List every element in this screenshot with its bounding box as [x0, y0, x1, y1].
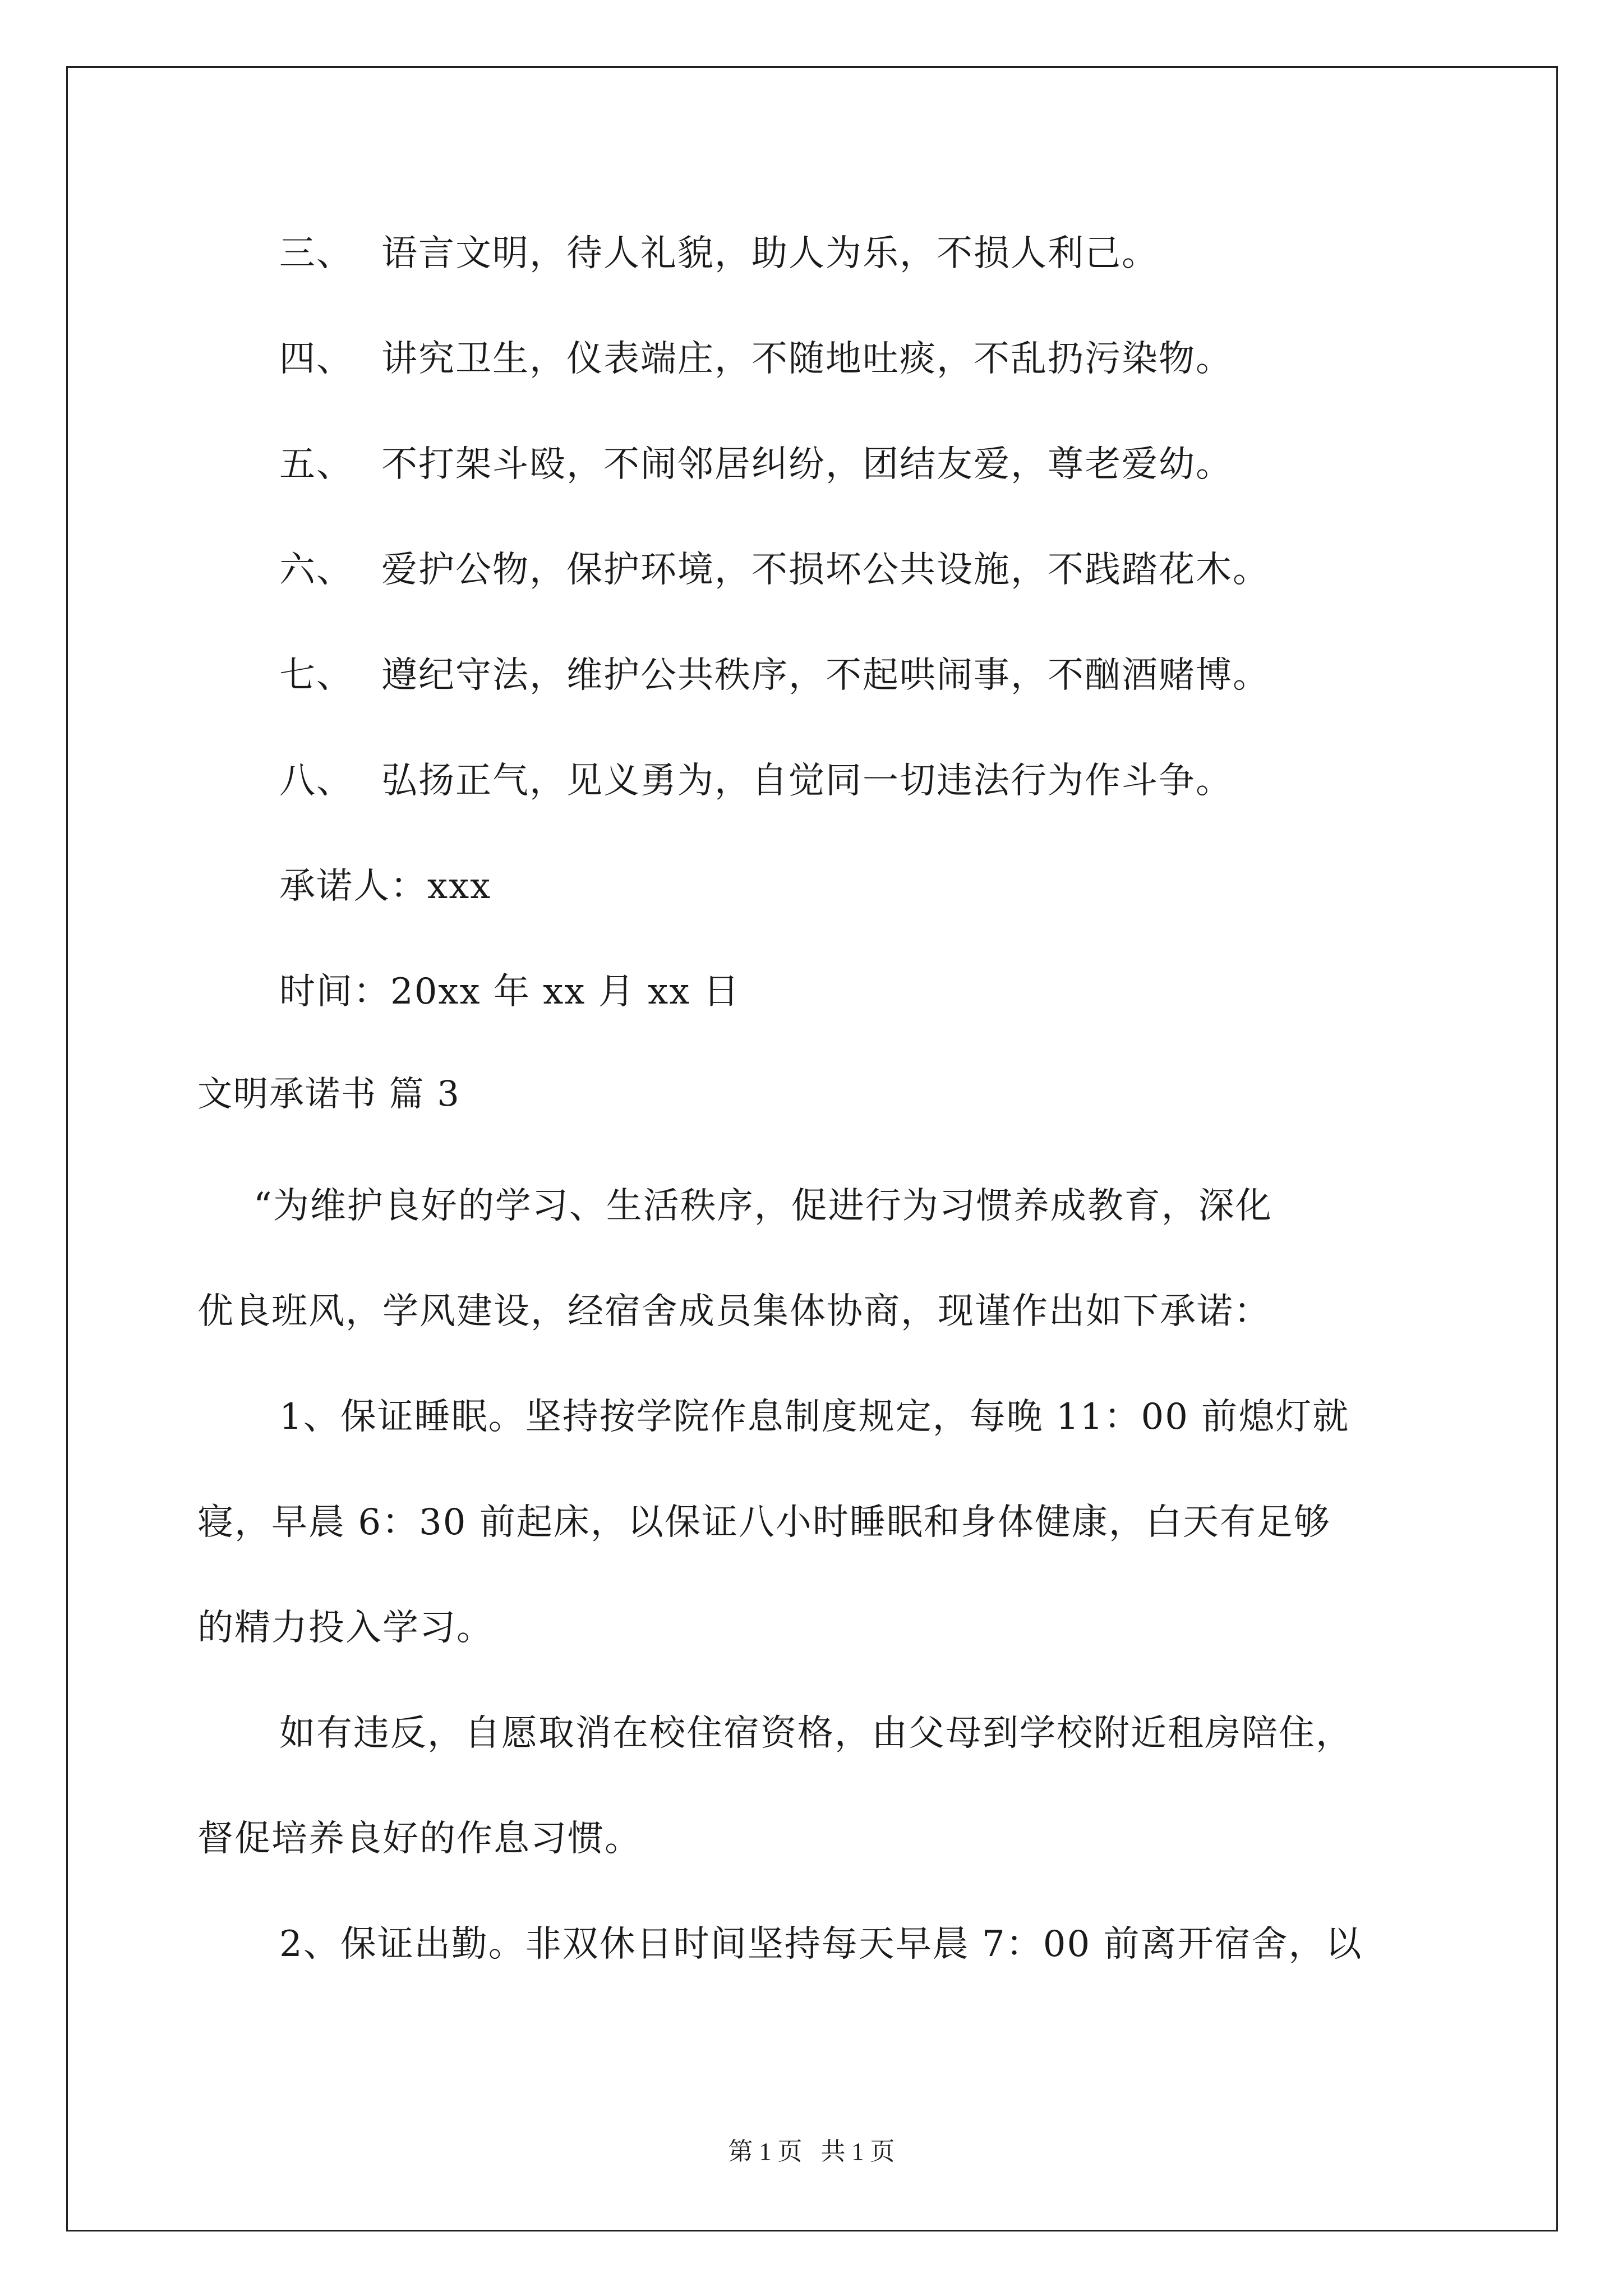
list-item — [279, 758, 1233, 803]
page-footer: 第 1 页 共 1 页 — [728, 2138, 895, 2165]
paragraph-line: 2、保证出勤。非双休日时间坚持每天早晨 7：00 前离开宿舍，以 — [279, 1924, 1363, 1965]
paragraph-line: “为维护良好的学习、生活秩序，促进行为习惯养成教育，深化 — [253, 1185, 1272, 1227]
list-item-number: 六、 — [279, 549, 353, 591]
list-item — [279, 653, 1270, 698]
paragraph-line: 1、保证睡眠。坚持按学院作息制度规定，每晚 11：00 前熄灯就 — [279, 1396, 1350, 1438]
paragraph-line: 督促培养良好的作息习惯。 — [197, 1818, 642, 1860]
list-item-number: 四、 — [279, 338, 353, 380]
list-item-text: 语言文明，待人礼貌，助人为乐，不损人利己。 — [381, 233, 1159, 274]
list-item-text: 爱护公物，保护环境，不损坏公共设施，不践踏花木。 — [381, 549, 1270, 591]
paragraph-line: 优良班风，学风建设，经宿舍成员集体协商，现谨作出如下承诺： — [197, 1291, 1271, 1332]
paragraph-line: 的精力投入学习。 — [197, 1607, 494, 1649]
list-item-number: 五、 — [279, 444, 353, 485]
paragraph-line: 如有违反，自愿取消在校住宿资格，由父母到学校附近租房陪住， — [279, 1713, 1353, 1754]
list-item-text: 弘扬正气，见义勇为，自觉同一切违法行为作斗争。 — [381, 760, 1233, 802]
paragraph-line: 寝，早晨 6：30 前起床，以保证八小时睡眠和身体健康，白天有足够 — [197, 1502, 1331, 1543]
list-item — [279, 442, 1233, 487]
list-item-number: 三、 — [279, 233, 353, 274]
list-item-number: 七、 — [279, 655, 353, 696]
list-item — [279, 547, 1270, 592]
date-line: 时间：20xx 年 xx 月 xx 日 — [279, 971, 740, 1013]
list-item-text: 遵纪守法，维护公共秩序，不起哄闹事，不酗酒赌博。 — [381, 655, 1270, 696]
list-item-text: 讲究卫生，仪表端庄，不随地吐痰，不乱扔污染物。 — [381, 338, 1233, 380]
list-item — [279, 337, 1233, 381]
list-item-number: 八、 — [279, 760, 353, 802]
list-item — [279, 231, 1159, 276]
section-heading: 文明承诺书 篇 3 — [197, 1073, 460, 1114]
page-border — [66, 66, 1558, 2231]
signer-line: 承诺人：xxx — [279, 866, 492, 907]
list-item-text: 不打架斗殴，不闹邻居纠纷，团结友爱，尊老爱幼。 — [381, 444, 1233, 485]
